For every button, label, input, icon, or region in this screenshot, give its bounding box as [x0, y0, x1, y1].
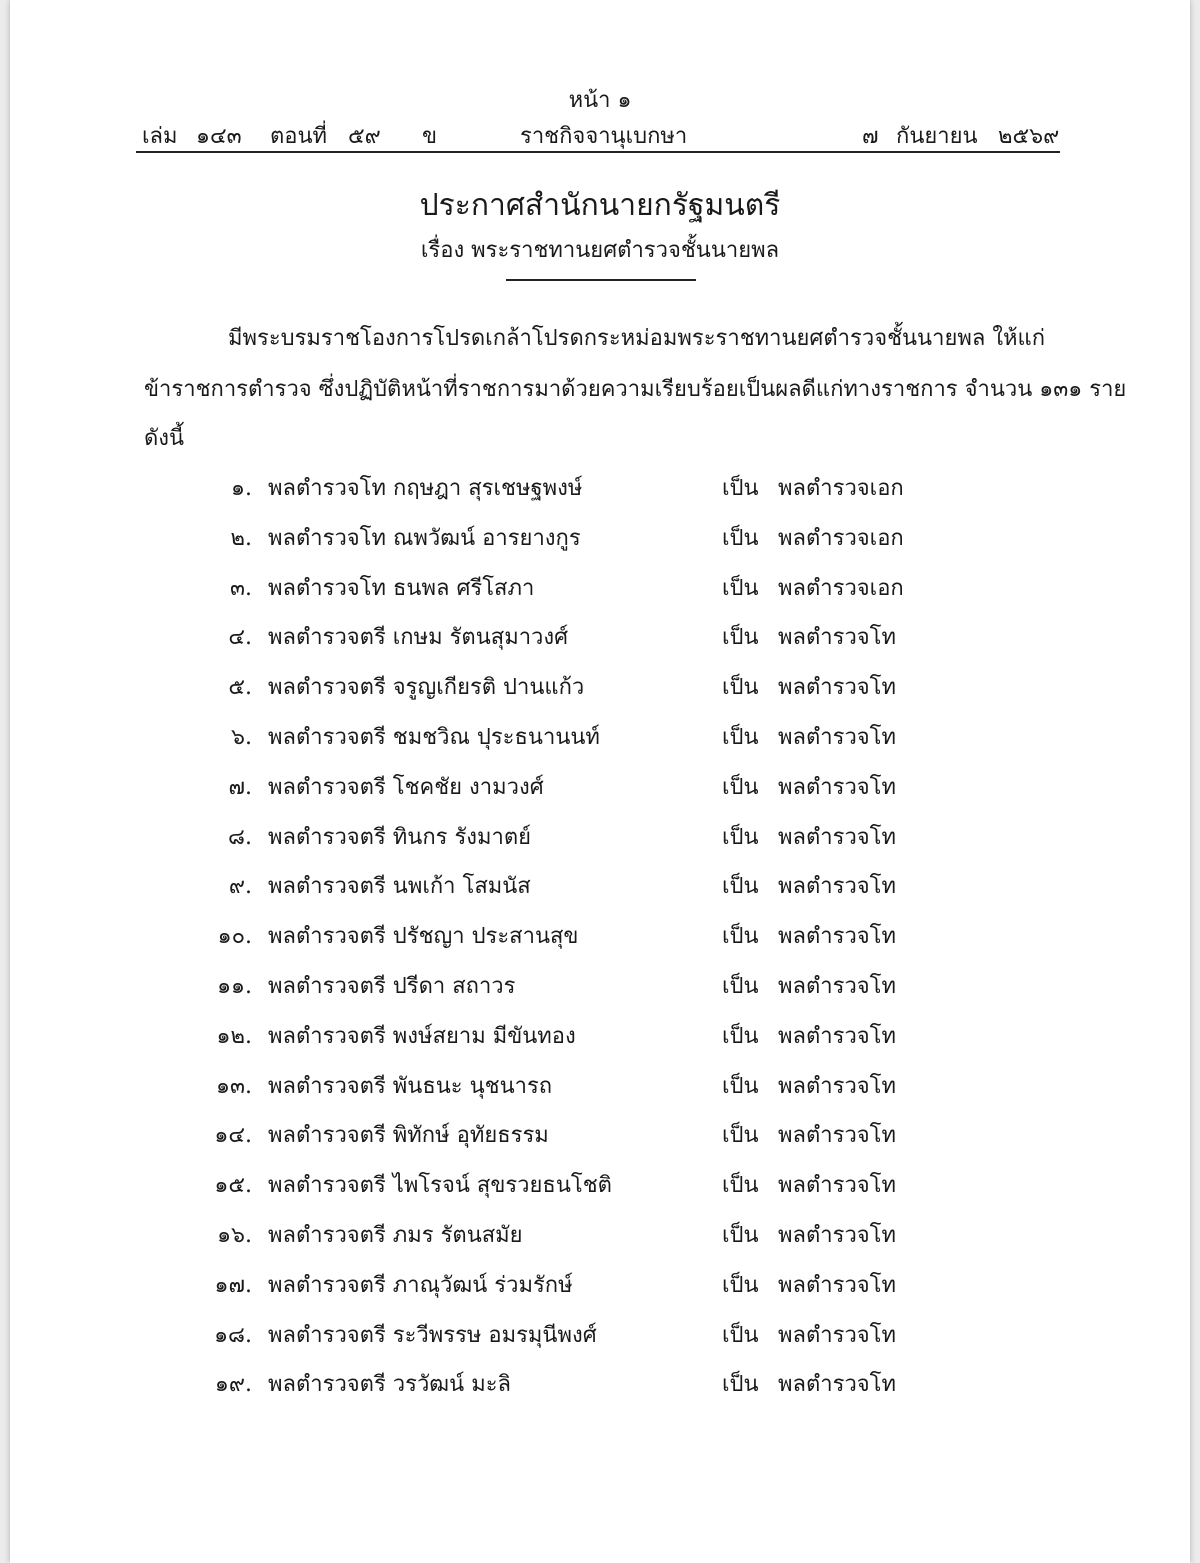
volume-number: ๑๔๓ — [196, 124, 242, 149]
list-item — [0, 570, 1200, 604]
entry-rank: พลตำรวจเอก — [778, 526, 904, 551]
entry-rank: พลตำรวจโท — [778, 1123, 897, 1148]
list-item — [0, 520, 1200, 554]
entry-name: พลตำรวจตรี โชคชัย งามวงศ์ — [268, 775, 544, 800]
entry-name: พลตำรวจโท กฤษฎา สุรเชษฐพงษ์ — [268, 476, 583, 501]
entry-rank: พลตำรวจโท — [778, 1223, 897, 1248]
entry-rank: พลตำรวจโท — [778, 675, 897, 700]
entry-number: ๑๐. — [217, 924, 252, 949]
entry-as: เป็น — [722, 924, 759, 949]
entry-rank: พลตำรวจโท — [778, 874, 897, 899]
entry-number: ๑๘. — [214, 1323, 252, 1348]
date-year: ๒๕๖๙ — [998, 124, 1060, 149]
section-letter: ข — [422, 124, 438, 149]
gazette-header — [136, 118, 1060, 150]
list-item — [0, 1267, 1200, 1301]
entry-name: พลตำรวจตรี พงษ์สยาม มีขันทอง — [268, 1024, 576, 1049]
list-item — [0, 719, 1200, 753]
entry-rank: พลตำรวจโท — [778, 1173, 897, 1198]
list-item — [0, 1018, 1200, 1052]
entry-name: พลตำรวจตรี ภมร รัตนสมัย — [268, 1223, 523, 1248]
date-day: ๗ — [862, 124, 879, 149]
entry-name: พลตำรวจตรี ปรัชญา ประสานสุข — [268, 924, 579, 949]
entry-number: ๒. — [230, 526, 252, 551]
entry-as: เป็น — [722, 874, 759, 899]
entry-number: ๓. — [229, 576, 252, 601]
entry-rank: พลตำรวจโท — [778, 825, 897, 850]
list-item — [0, 669, 1200, 703]
intro-line-2: ข้าราชการตำรวจ ซึ่งปฏิบัติหน้าที่ราชการมาด้วยความเรียบร้อยเป็นผลดีแก่ทางราชการ จำนวน ๑๓๑ ราย — [144, 377, 1127, 402]
list-item — [0, 470, 1200, 504]
list-item — [0, 1167, 1200, 1201]
title-divider — [506, 279, 696, 281]
entry-number: ๔. — [228, 625, 252, 650]
document-title: ประกาศสำนักนายกรัฐมนตรี — [419, 188, 781, 223]
entry-name: พลตำรวจตรี จรูญเกียรติ ปานแก้ว — [268, 675, 585, 700]
entry-number: ๑. — [231, 476, 252, 501]
entry-rank: พลตำรวจโท — [778, 974, 897, 999]
entry-number: ๑๒. — [216, 1024, 252, 1049]
list-item — [0, 819, 1200, 853]
entry-rank: พลตำรวจเอก — [778, 576, 904, 601]
entry-as: เป็น — [722, 1074, 759, 1099]
entry-number: ๙. — [228, 874, 252, 899]
entry-number: ๑๖. — [217, 1223, 252, 1248]
entry-name: พลตำรวจโท ธนพล ศรีโสภา — [268, 576, 535, 601]
entry-rank: พลตำรวจโท — [778, 1024, 897, 1049]
entry-as: เป็น — [722, 825, 759, 850]
entry-name: พลตำรวจตรี พันธนะ นุชนารถ — [268, 1074, 553, 1099]
entry-name: พลตำรวจตรี เกษม รัตนสุมาวงศ์ — [268, 625, 569, 650]
list-item — [0, 918, 1200, 952]
entry-name: พลตำรวจตรี ระวีพรรษ อมรมุนีพงศ์ — [268, 1323, 597, 1348]
entry-rank: พลตำรวจโท — [778, 625, 897, 650]
list-item — [0, 769, 1200, 803]
list-item — [0, 1317, 1200, 1351]
entry-as: เป็น — [722, 1123, 759, 1148]
entry-rank: พลตำรวจโท — [778, 1323, 897, 1348]
entry-as: เป็น — [722, 576, 759, 601]
entry-as: เป็น — [722, 974, 759, 999]
list-item — [0, 968, 1200, 1002]
header-divider — [136, 151, 1060, 153]
entry-name: พลตำรวจตรี ปรีดา สถาวร — [268, 974, 516, 999]
intro-line-3: ดังนี้ — [144, 426, 185, 451]
list-item — [0, 1117, 1200, 1151]
entry-as: เป็น — [722, 675, 759, 700]
entry-name: พลตำรวจตรี ทินกร รังมาตย์ — [268, 825, 532, 850]
entry-name: พลตำรวจตรี ภาณุวัฒน์ ร่วมรักษ์ — [268, 1273, 573, 1298]
list-item — [0, 619, 1200, 653]
entry-as: เป็น — [722, 625, 759, 650]
list-item — [0, 1068, 1200, 1102]
entry-as: เป็น — [722, 1024, 759, 1049]
entry-number: ๑๙. — [214, 1372, 252, 1397]
entry-number: ๖. — [231, 725, 252, 750]
entry-as: เป็น — [722, 526, 759, 551]
date-month: กันยายน — [896, 124, 978, 149]
intro-line-1: มีพระบรมราชโองการโปรดเกล้าโปรดกระหม่อมพระราชทานยศตำรวจชั้นนายพล ให้แก่ — [228, 326, 1046, 351]
entry-as: เป็น — [722, 1273, 759, 1298]
entry-as: เป็น — [722, 725, 759, 750]
entry-rank: พลตำรวจเอก — [778, 476, 904, 501]
entry-as: เป็น — [722, 1223, 759, 1248]
entry-rank: พลตำรวจโท — [778, 1273, 897, 1298]
entry-name: พลตำรวจตรี พิทักษ์ อุทัยธรรม — [268, 1123, 549, 1148]
entry-number: ๑๓. — [216, 1074, 252, 1099]
entry-number: ๑๗. — [214, 1273, 252, 1298]
entry-rank: พลตำรวจโท — [778, 775, 897, 800]
entry-number: ๕. — [228, 675, 252, 700]
entry-rank: พลตำรวจโท — [778, 1372, 897, 1397]
entry-rank: พลตำรวจโท — [778, 725, 897, 750]
entry-as: เป็น — [722, 775, 759, 800]
entry-rank: พลตำรวจโท — [778, 1074, 897, 1099]
list-item — [0, 1366, 1200, 1400]
entry-name: พลตำรวจโท ณพวัฒน์ อารยางกูร — [268, 526, 581, 551]
entry-as: เป็น — [722, 1323, 759, 1348]
entry-rank: พลตำรวจโท — [778, 924, 897, 949]
entry-number: ๑๑. — [217, 974, 252, 999]
entry-name: พลตำรวจตรี นพเก้า โสมนัส — [268, 874, 531, 899]
entry-name: พลตำรวจตรี ไพโรจน์ สุขรวยธนโชติ — [268, 1173, 612, 1198]
entry-number: ๘. — [228, 825, 252, 850]
entry-number: ๑๔. — [214, 1123, 252, 1148]
list-item — [0, 868, 1200, 902]
entry-number: ๗. — [228, 775, 252, 800]
entry-name: พลตำรวจตรี วรวัฒน์ มะลิ — [268, 1372, 512, 1397]
page-number: หน้า ๑ — [568, 88, 632, 113]
entry-as: เป็น — [722, 1372, 759, 1397]
entry-as: เป็น — [722, 1173, 759, 1198]
issue-label: ตอนที่ — [270, 124, 328, 149]
volume-label: เล่ม — [142, 124, 178, 149]
publication-name: ราชกิจจานุเบกษา — [520, 124, 688, 149]
list-item — [0, 1217, 1200, 1251]
document-subject: เรื่อง พระราชทานยศตำรวจชั้นนายพล — [420, 238, 780, 263]
entry-name: พลตำรวจตรี ชมชวิณ ปุระธนานนท์ — [268, 725, 600, 750]
issue-number: ๕๙ — [348, 124, 381, 149]
entry-number: ๑๕. — [214, 1173, 252, 1198]
entry-as: เป็น — [722, 476, 759, 501]
